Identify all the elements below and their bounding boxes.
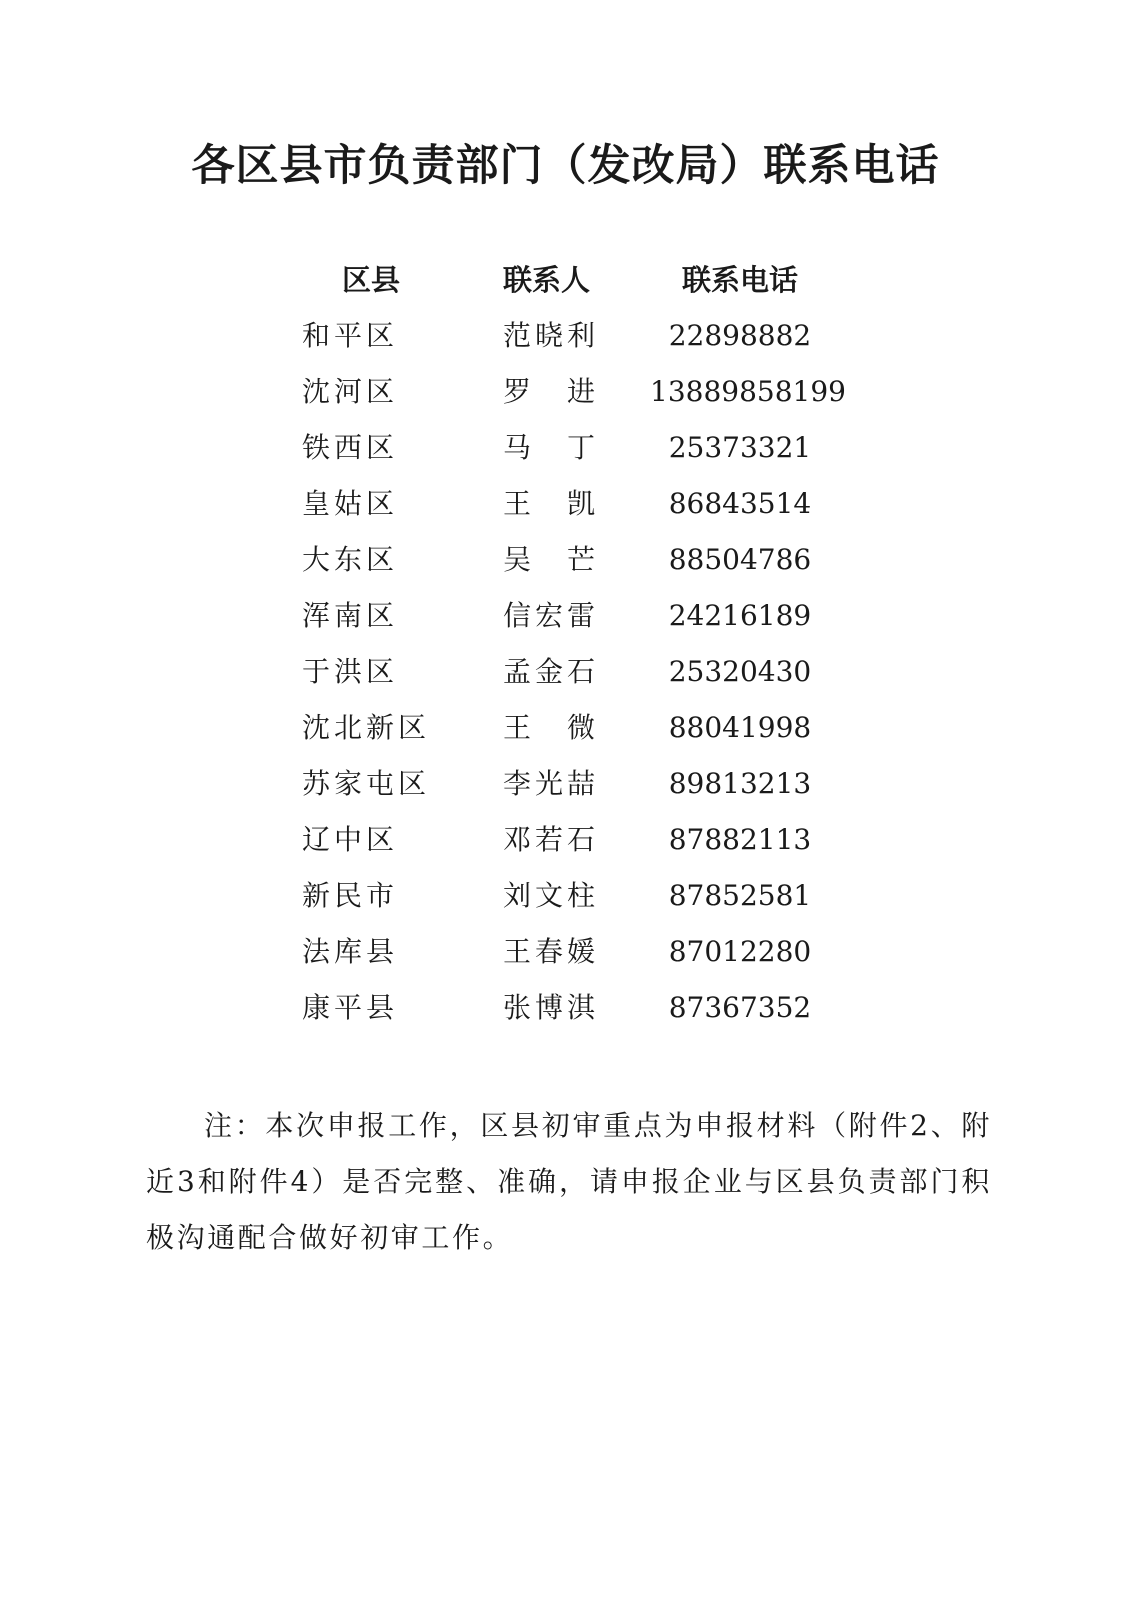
- district-cell: 新民市: [302, 879, 399, 912]
- contact-table: [0, 314, 1131, 1042]
- table-row: [0, 818, 1131, 874]
- contact-cell: 王 凯: [503, 487, 600, 520]
- table-row: [0, 370, 1131, 426]
- contact-cell: 王 微: [503, 711, 600, 744]
- phone-cell: 87852581: [668, 879, 812, 912]
- contact-cell: 吴 芒: [503, 543, 600, 576]
- table-row: [0, 706, 1131, 762]
- table-row: [0, 874, 1131, 930]
- district-cell: 浑南区: [302, 599, 399, 632]
- table-row: [0, 594, 1131, 650]
- page-title: 各区县市负责部门（发改局）联系电话: [191, 141, 940, 191]
- footnote: 注：本次申报工作，区县初审重点为申报材料（附件2、附近3和附件4）是否完整、准确，请申报企业与区县负责部门积极沟通配合做好初审工作。: [146, 1109, 992, 1254]
- phone-cell: 88504786: [668, 543, 812, 576]
- phone-cell: 25320430: [668, 655, 812, 688]
- contact-cell: 马 丁: [503, 431, 600, 464]
- header-phone: 联系电话: [681, 263, 798, 297]
- table-row: [0, 650, 1131, 706]
- table-header: [0, 258, 1131, 302]
- phone-cell: 89813213: [668, 767, 812, 800]
- phone-cell: 88041998: [668, 711, 812, 744]
- table-row: [0, 482, 1131, 538]
- district-cell: 皇姑区: [302, 487, 399, 520]
- contact-cell: 范晓利: [503, 319, 600, 352]
- contact-cell: 孟金石: [503, 655, 600, 688]
- district-cell: 沈北新区: [302, 711, 431, 744]
- table-row: [0, 426, 1131, 482]
- district-cell: 康平县: [302, 991, 399, 1024]
- phone-cell: 13889858199: [650, 375, 846, 408]
- contact-cell: 张博淇: [503, 991, 600, 1024]
- phone-cell: 22898882: [668, 319, 812, 352]
- phone-cell: 87882113: [668, 823, 812, 856]
- phone-cell: 87367352: [668, 991, 812, 1024]
- phone-cell: 24216189: [668, 599, 812, 632]
- table-row: [0, 762, 1131, 818]
- contact-cell: 罗 进: [503, 375, 600, 408]
- district-cell: 铁西区: [302, 431, 399, 464]
- table-row: [0, 986, 1131, 1042]
- district-cell: 沈河区: [302, 375, 399, 408]
- district-cell: 辽中区: [302, 823, 399, 856]
- phone-cell: 87012280: [668, 935, 812, 968]
- contact-cell: 信宏雷: [503, 599, 600, 632]
- district-cell: 大东区: [302, 543, 399, 576]
- table-row: [0, 314, 1131, 370]
- phone-cell: 86843514: [668, 487, 812, 520]
- table-row: [0, 538, 1131, 594]
- contact-cell: 王春媛: [503, 935, 600, 968]
- district-cell: 和平区: [302, 319, 399, 352]
- district-cell: 于洪区: [302, 655, 399, 688]
- contact-cell: 邓若石: [503, 823, 600, 856]
- district-cell: 苏家屯区: [302, 767, 431, 800]
- district-cell: 法库县: [302, 935, 399, 968]
- table-row: [0, 930, 1131, 986]
- contact-cell: 刘文柱: [503, 879, 600, 912]
- header-contact: 联系人: [503, 263, 591, 297]
- contact-cell: 李光喆: [503, 767, 600, 800]
- header-district: 区县: [342, 263, 401, 297]
- phone-cell: 25373321: [668, 431, 812, 464]
